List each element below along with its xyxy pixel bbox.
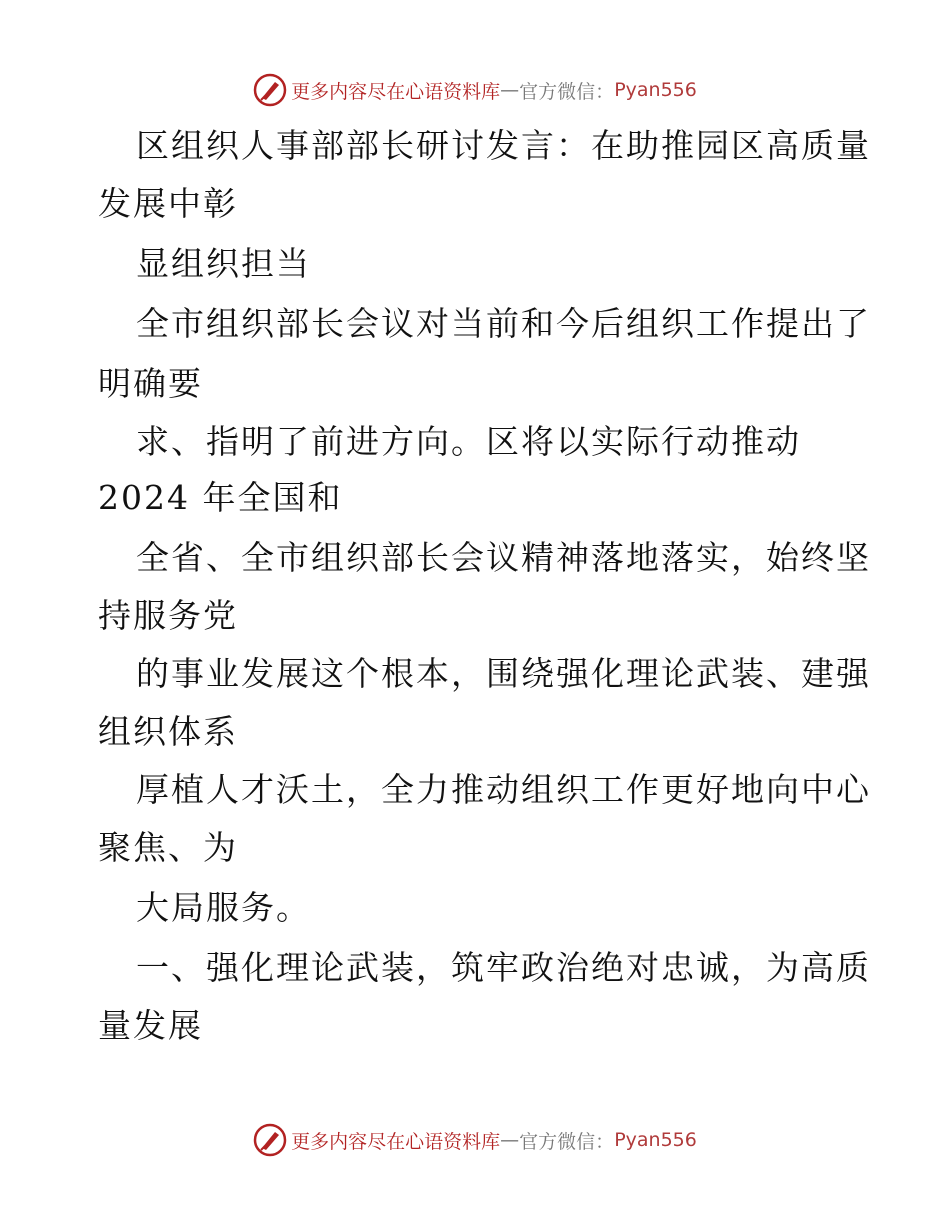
banner-dash: — xyxy=(500,1129,520,1151)
document-line: 持服务党 xyxy=(98,596,238,635)
banner-colon: ： xyxy=(595,1130,615,1153)
banner-colon: ： xyxy=(595,80,615,103)
banner-promo-text: 更多内容尽在心语资料库 xyxy=(291,1130,501,1153)
document-line: 组织体系 xyxy=(98,712,238,751)
banner-official-label: 官方微信 xyxy=(519,1130,596,1153)
document-line: 一、强化理论武装，筑牢政治绝对忠诚，为高质 xyxy=(136,948,871,987)
footer-banner xyxy=(0,1122,950,1158)
document-line: 2024 年全国和 xyxy=(98,478,343,517)
document-line: 的事业发展这个根本，围绕强化理论武装、建强 xyxy=(136,654,871,693)
header-banner xyxy=(0,72,950,108)
document-line: 求、指明了前进方向。区将以实际行动推动 xyxy=(136,422,801,461)
banner-wechat-handle: Pyan556 xyxy=(614,79,697,101)
banner-promo-text: 更多内容尽在心语资料库 xyxy=(291,80,501,103)
document-line: 聚焦、为 xyxy=(98,828,238,867)
document-line: 区组织人事部部长研讨发言：在助推园区高质量 xyxy=(136,126,871,165)
document-line: 明确要 xyxy=(98,364,203,403)
banner-wechat-handle: Pyan556 xyxy=(614,1129,697,1151)
quill-pen-logo-icon xyxy=(253,73,287,107)
document-line: 全省、全市组织部长会议精神落地落实，始终坚 xyxy=(136,538,871,577)
banner-official-label: 官方微信 xyxy=(519,80,596,103)
quill-pen-logo-icon xyxy=(253,1123,287,1157)
document-line: 全市组织部长会议对当前和今后组织工作提出了 xyxy=(136,304,871,343)
banner-dash: — xyxy=(500,79,520,101)
document-line: 发展中彰 xyxy=(98,184,238,223)
document-line: 大局服务。 xyxy=(136,888,311,927)
document-line: 显组织担当 xyxy=(136,244,311,283)
document-line: 量发展 xyxy=(98,1006,203,1045)
document-line: 厚植人才沃土，全力推动组织工作更好地向中心 xyxy=(136,770,871,809)
